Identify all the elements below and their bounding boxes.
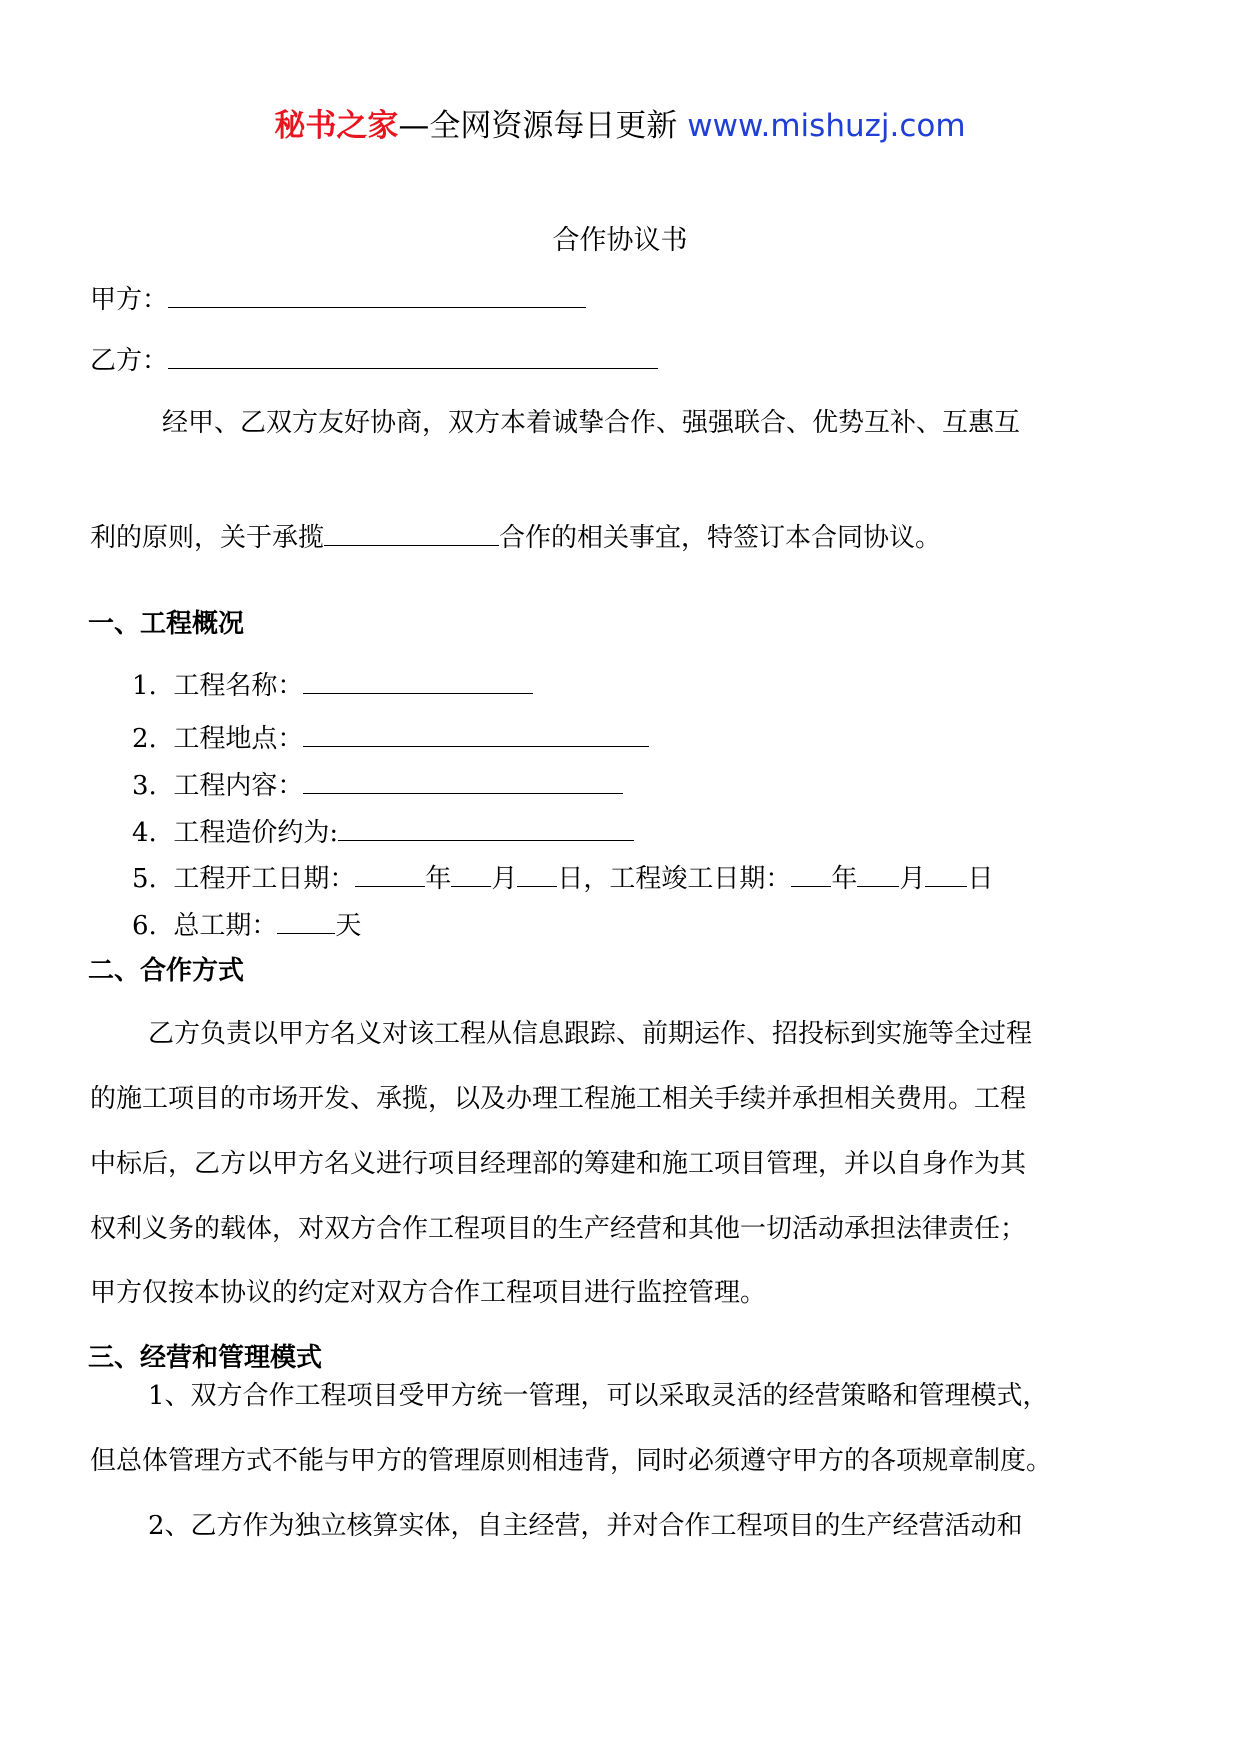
project-scope-blank <box>324 520 499 546</box>
start-year-blank <box>355 861 425 887</box>
party-a-line <box>90 282 586 316</box>
paragraph-line: 但总体管理方式不能与甲方的管理原则相违背，同时必须遵守甲方的各项规章制度。 <box>90 1446 1053 1476</box>
paragraph-line: 乙方负责以甲方名义对该工程从信息跟踪、前期运作、招投标到实施等全过程 <box>148 1019 1033 1049</box>
start-month-blank <box>451 861 491 887</box>
list-item <box>132 815 634 849</box>
project-name-blank <box>303 668 533 694</box>
site-url[interactable]: www.mishuzj.com <box>687 108 966 144</box>
project-location-blank <box>303 721 649 747</box>
day-text: 日 <box>967 864 994 894</box>
section-1-heading: 一、工程概况 <box>88 609 245 639</box>
paragraph-line: 2、乙方作为独立核算实体，自主经营，并对合作工程项目的生产经营活动和 <box>148 1511 1023 1541</box>
item-number: 4. <box>132 818 157 848</box>
item-number: 2. <box>132 724 157 754</box>
paragraph-line: 权利义务的载体，对双方合作工程项目的生产经营和其他一切活动承担法律责任； <box>90 1214 1027 1244</box>
month-text: 月 <box>899 864 926 894</box>
intro-line-2-end: 合作的相关事宜，特签订本合同协议。 <box>499 523 942 553</box>
intro-line-1: 经甲、乙双方友好协商，双方本着诚挚合作、强强联合、优势互补、互惠互 <box>162 408 1021 438</box>
item-label: 工程造价约为: <box>173 818 339 848</box>
brand-name: 秘书之家 <box>274 108 399 144</box>
paragraph-line: 中标后，乙方以甲方名义进行项目经理部的筹建和施工项目管理，并以自身作为其 <box>90 1149 1027 1179</box>
item-number: 6. <box>132 911 157 941</box>
item-label: 工程内容： <box>173 771 304 801</box>
party-b-blank <box>168 343 658 369</box>
intro-line-2 <box>90 520 941 554</box>
paragraph-line: 的施工项目的市场开发、承揽，以及办理工程施工相关手续并承担相关费用。工程 <box>90 1084 1027 1114</box>
item-number: 5. <box>132 864 157 894</box>
item-label: 工程地点： <box>173 724 304 754</box>
section-3-heading: 三、经营和管理模式 <box>88 1343 323 1373</box>
year-text: 年 <box>831 864 858 894</box>
header-tagline: —全网资源每日更新 <box>398 108 688 144</box>
party-a-blank <box>168 282 586 308</box>
start-date-label: 工程开工日期： <box>173 864 356 894</box>
total-period-blank <box>277 908 335 934</box>
item-unit: 天 <box>335 911 362 941</box>
end-year-blank <box>791 861 831 887</box>
end-date-label: 工程竣工日期： <box>609 864 792 894</box>
list-item <box>132 768 623 802</box>
list-item-dates <box>132 861 993 895</box>
paragraph-line: 甲方仅按本协议的约定对双方合作工程项目进行监控管理。 <box>90 1278 767 1308</box>
paragraph-line: 1、双方合作工程项目受甲方统一管理，可以采取灵活的经营策略和管理模式， <box>148 1381 1049 1411</box>
document-title: 合作协议书 <box>552 225 688 256</box>
year-text: 年 <box>425 864 452 894</box>
intro-line-2-start: 利的原则，关于承揽 <box>90 523 325 553</box>
site-header <box>0 100 1240 145</box>
item-label: 总工期： <box>173 911 278 941</box>
project-content-blank <box>303 768 623 794</box>
party-b-line <box>90 343 658 377</box>
project-cost-blank <box>338 815 634 841</box>
item-number: 3. <box>132 771 157 801</box>
item-label: 工程名称： <box>173 671 304 701</box>
list-item <box>132 668 533 702</box>
party-a-label: 甲方： <box>90 285 169 315</box>
month-text: 月 <box>491 864 518 894</box>
section-2-heading: 二、合作方式 <box>88 956 245 986</box>
list-item <box>132 908 361 942</box>
end-day-blank <box>925 861 967 887</box>
day-text: 日， <box>557 864 610 894</box>
list-item <box>132 721 649 755</box>
end-month-blank <box>857 861 899 887</box>
start-day-blank <box>517 861 557 887</box>
item-number: 1. <box>132 671 157 701</box>
party-b-label: 乙方： <box>90 346 169 376</box>
